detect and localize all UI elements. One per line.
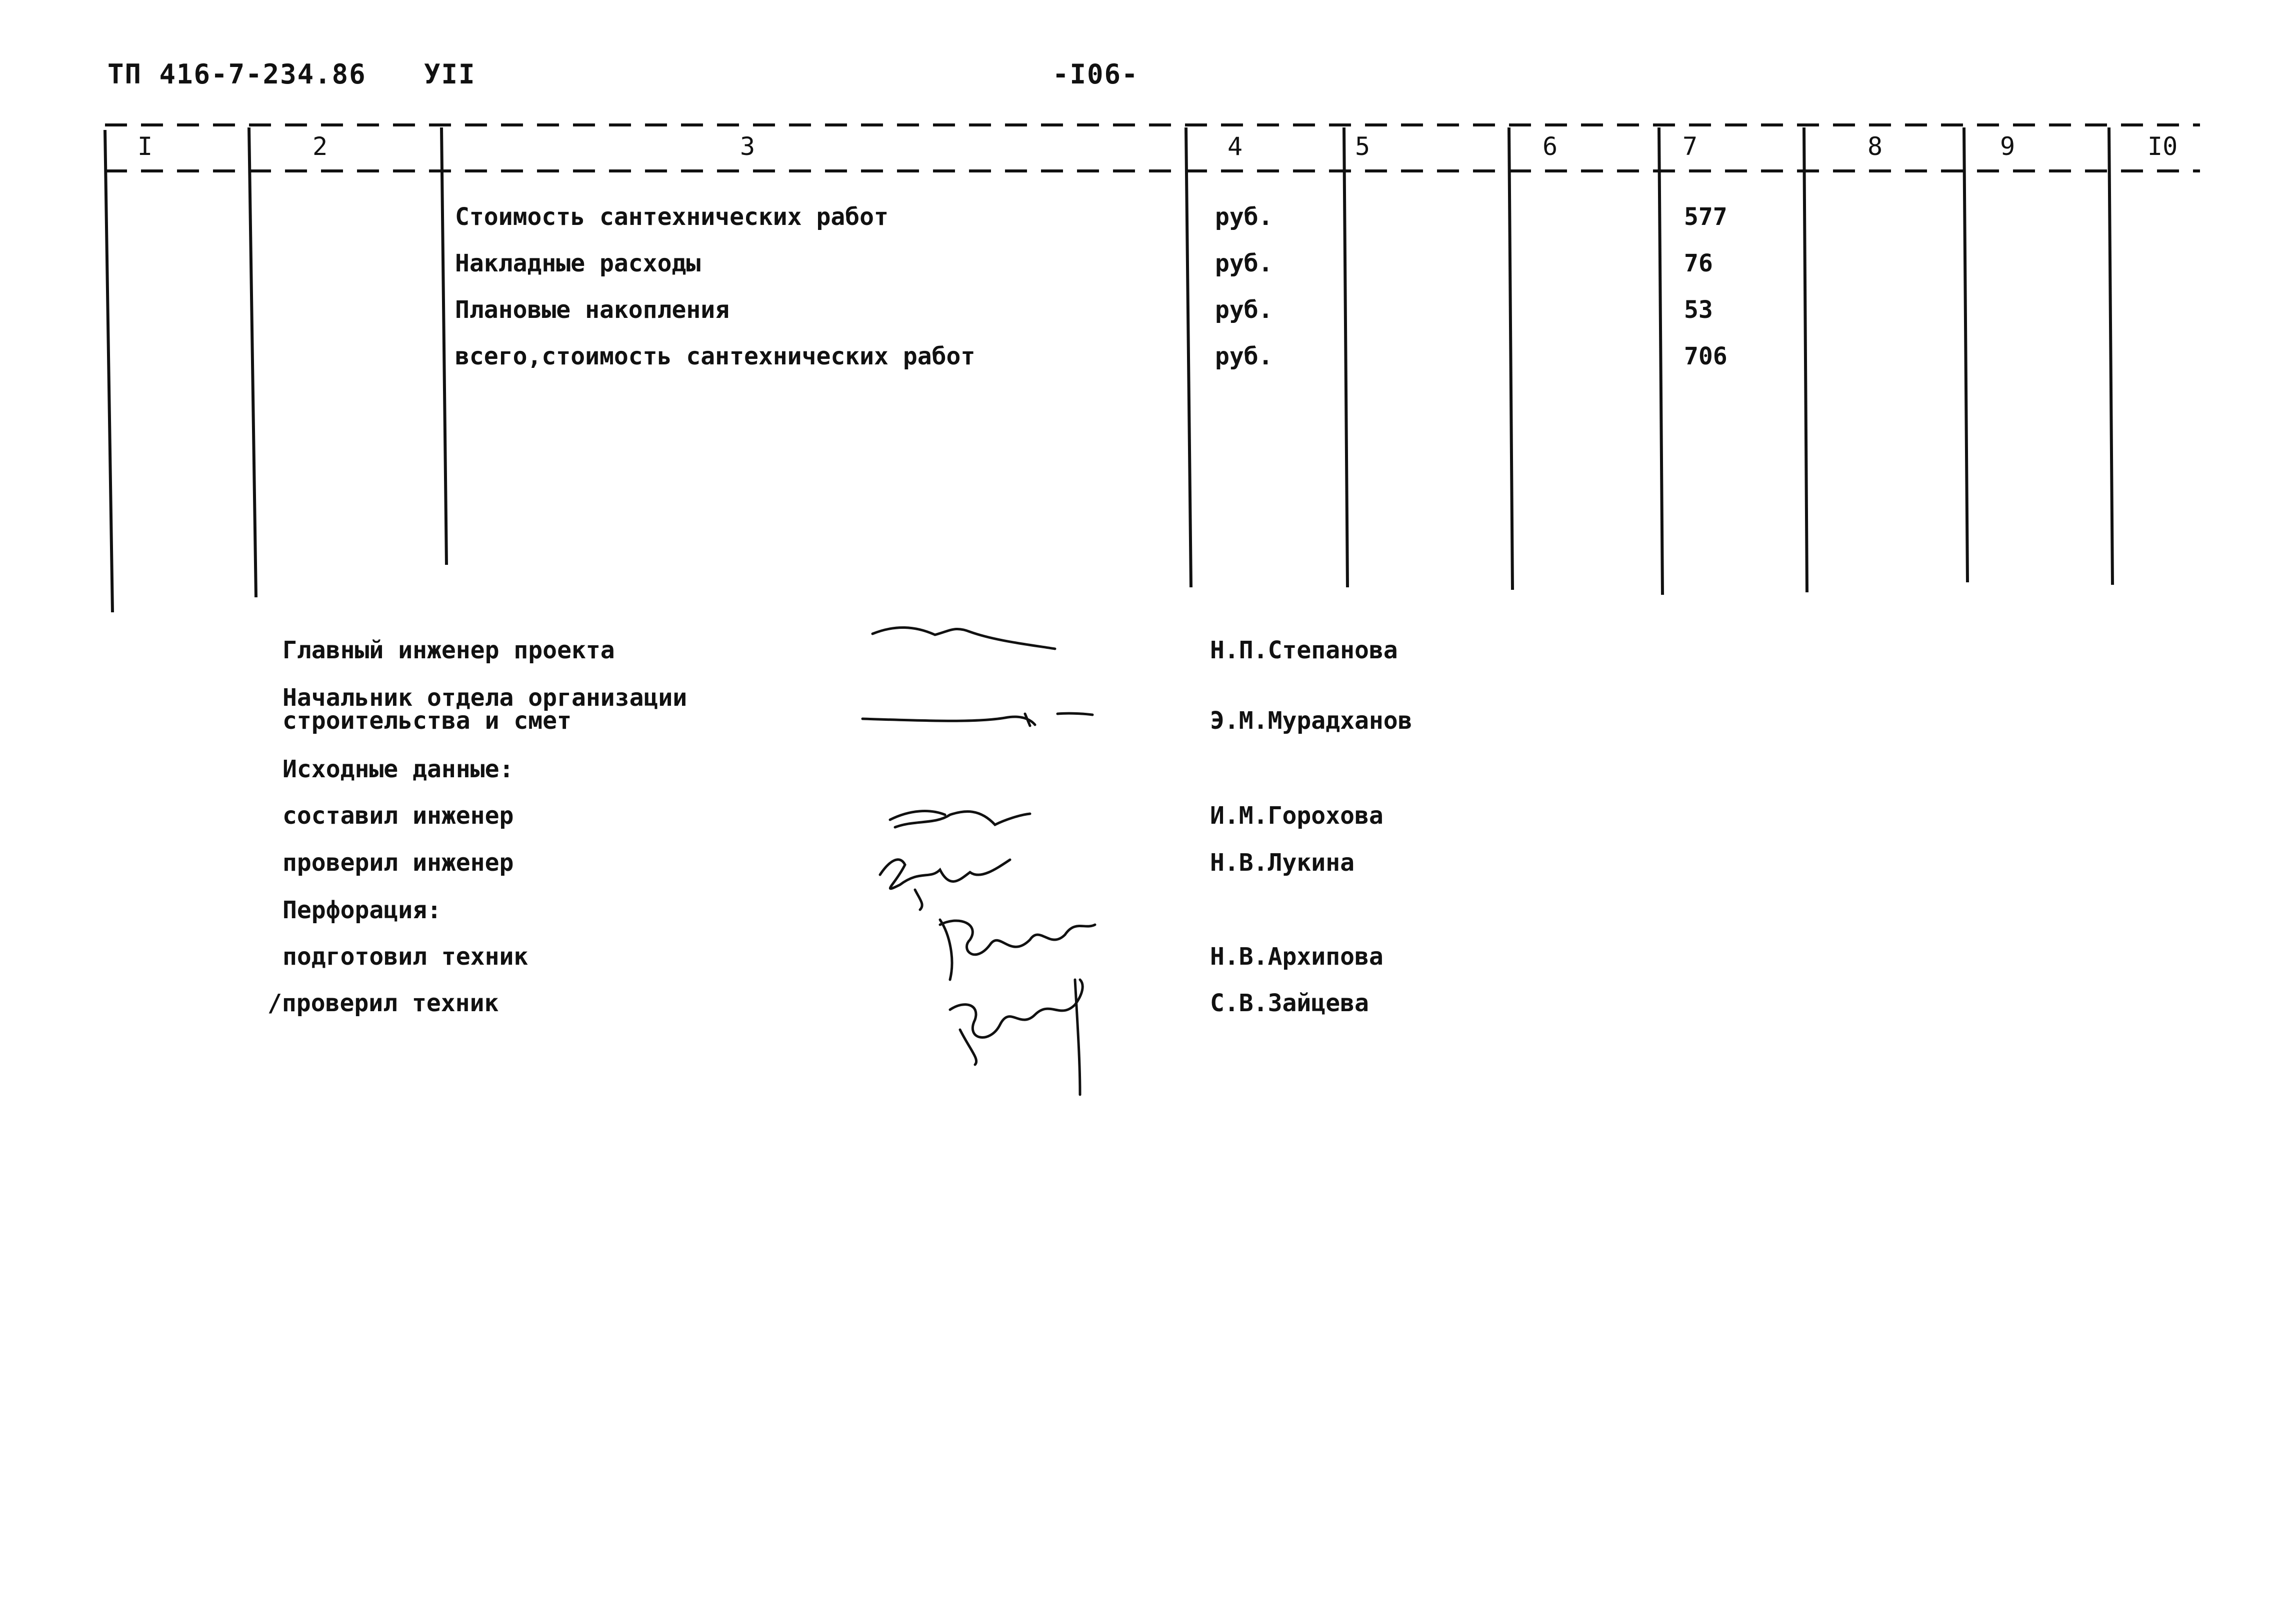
signature-role: подготовил техник xyxy=(282,943,528,971)
signature-role-continued: строительства и смет xyxy=(282,707,572,735)
signature-role: составил инженер xyxy=(282,802,514,830)
row-unit: руб. xyxy=(1215,296,1273,324)
row-description: Накладные расходы xyxy=(455,249,701,277)
row-value: 706 xyxy=(1684,342,1728,370)
signature-name: Н.В.Архипова xyxy=(1210,943,1384,971)
col-header-4: 4 xyxy=(1228,132,1243,161)
col-header-2: 2 xyxy=(312,132,328,161)
signature-lukina xyxy=(880,860,1010,910)
row-description: Плановые накопления xyxy=(455,296,730,324)
row-unit: руб. xyxy=(1215,342,1273,370)
signature-arkhipova xyxy=(940,920,1095,980)
signature-name: И.М.Горохова xyxy=(1210,802,1384,830)
row-value: 76 xyxy=(1684,249,1713,277)
signature-gorokhova xyxy=(890,811,1030,827)
row-value: 53 xyxy=(1684,296,1713,324)
document-code: ТП 416-7-234.86 xyxy=(108,58,366,90)
col-header-9: 9 xyxy=(2000,132,2016,161)
signature-zaytseva xyxy=(950,980,1082,1095)
section-code: УII xyxy=(424,58,476,90)
signature-stepanova xyxy=(872,627,1055,649)
signature-name: Э.М.Мурадханов xyxy=(1210,707,1412,735)
signature-role: Начальник отдела организации xyxy=(282,684,688,712)
col-header-10: I0 xyxy=(2148,132,2178,161)
col-header-1: I xyxy=(138,132,153,161)
col-header-3: 3 xyxy=(740,132,756,161)
row-unit: руб. xyxy=(1215,203,1273,231)
signature-name: С.В.Зайцева xyxy=(1210,989,1369,1017)
col-header-7: 7 xyxy=(1682,132,1698,161)
col-header-6: 6 xyxy=(1542,132,1558,161)
signature-role: Главный инженер проекта xyxy=(282,636,615,664)
signature-role: /проверил техник xyxy=(268,989,499,1017)
page-number: -I06- xyxy=(1052,58,1139,90)
row-description: всего,стоимость сантехнических работ xyxy=(455,342,976,370)
row-unit: руб. xyxy=(1215,249,1273,277)
row-value: 577 xyxy=(1684,203,1728,231)
row-description: Стоимость сантехнических работ xyxy=(455,203,888,231)
section-heading: Перфорация: xyxy=(282,896,442,924)
signature-role: проверил инженер xyxy=(282,849,514,877)
col-header-8: 8 xyxy=(1868,132,1883,161)
signature-name: Н.В.Лукина xyxy=(1210,849,1354,877)
section-heading: Исходные данные: xyxy=(282,755,514,783)
signature-muradkhanov xyxy=(862,713,1092,726)
col-header-5: 5 xyxy=(1355,132,1370,161)
signature-name: Н.П.Степанова xyxy=(1210,636,1398,664)
